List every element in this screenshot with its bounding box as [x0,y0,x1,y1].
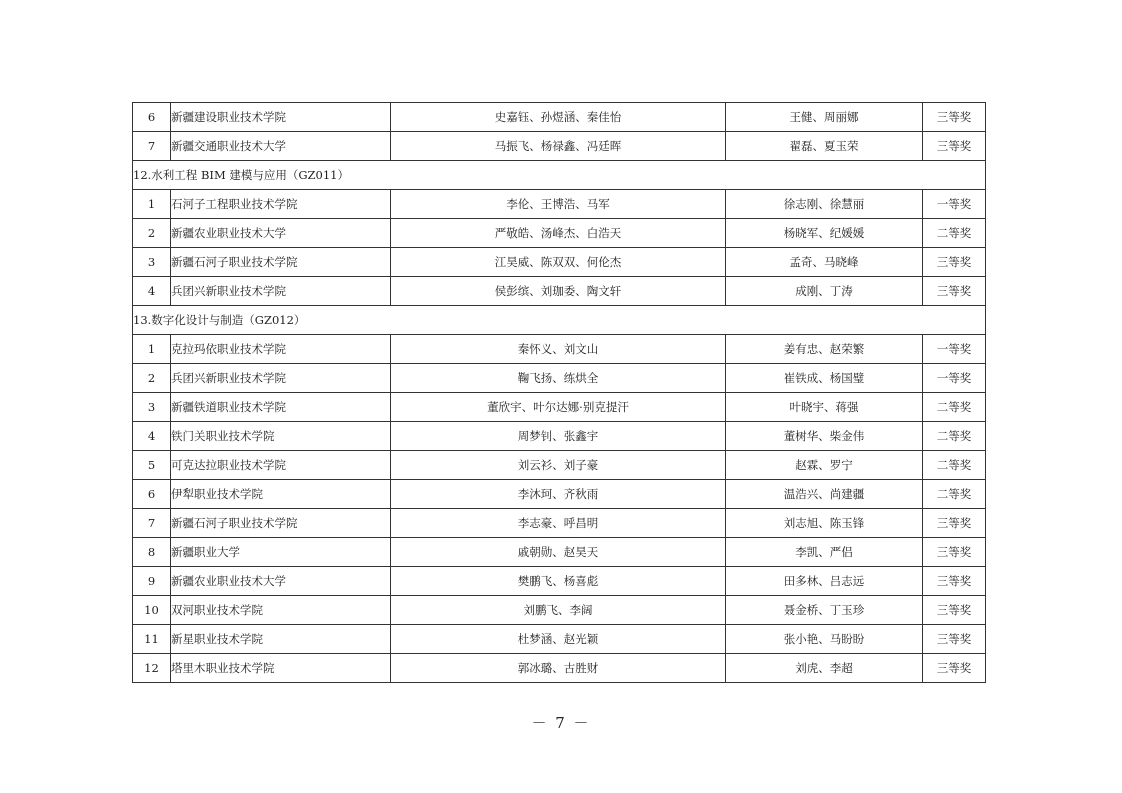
teacher-names: 翟磊、夏玉荣 [726,132,923,161]
section-title: 13.数字化设计与制造（GZ012） [133,306,986,335]
school-name: 新疆职业大学 [171,538,391,567]
student-names: 马振飞、杨禄鑫、冯廷晖 [391,132,726,161]
teacher-names: 赵霖、罗宁 [726,451,923,480]
award-level: 一等奖 [923,335,986,364]
school-name: 伊犁职业技术学院 [171,480,391,509]
school-name: 双河职业技术学院 [171,596,391,625]
row-index: 10 [133,596,171,625]
table-row [133,567,986,596]
table-row [133,596,986,625]
teacher-names: 孟奇、马晓峰 [726,248,923,277]
table-row [133,538,986,567]
table-row [133,364,986,393]
table-row [133,248,986,277]
table-row [133,654,986,683]
teacher-names: 刘虎、李超 [726,654,923,683]
school-name: 克拉玛依职业技术学院 [171,335,391,364]
section-header-row [133,161,986,190]
award-level: 三等奖 [923,277,986,306]
page-number: － 7 － [531,714,591,732]
teacher-names: 杨晓军、纪媛媛 [726,219,923,248]
school-name: 新疆交通职业技术大学 [171,132,391,161]
table-row [133,451,986,480]
teacher-names: 张小艳、马盼盼 [726,625,923,654]
student-names: 严敬皓、汤峰杰、白浩天 [391,219,726,248]
award-level: 三等奖 [923,596,986,625]
award-level: 三等奖 [923,538,986,567]
student-names: 樊鹏飞、杨喜彪 [391,567,726,596]
school-name: 新疆铁道职业技术学院 [171,393,391,422]
school-name: 新疆石河子职业技术学院 [171,509,391,538]
row-index: 3 [133,248,171,277]
award-level: 一等奖 [923,364,986,393]
school-name: 新疆农业职业技术大学 [171,219,391,248]
school-name: 石河子工程职业技术学院 [171,190,391,219]
row-index: 1 [133,190,171,219]
section-title: 12.水利工程 BIM 建模与应用（GZ011） [133,161,986,190]
award-level: 三等奖 [923,248,986,277]
row-index: 12 [133,654,171,683]
awards-table [132,102,986,683]
row-index: 3 [133,393,171,422]
school-name: 新疆石河子职业技术学院 [171,248,391,277]
school-name: 新星职业技术学院 [171,625,391,654]
student-names: 刘鹏飞、李阔 [391,596,726,625]
student-names: 周梦钊、张鑫宇 [391,422,726,451]
student-names: 史嘉钰、孙煜涵、秦佳怡 [391,103,726,132]
student-names: 杜梦涵、赵光颖 [391,625,726,654]
award-level: 三等奖 [923,567,986,596]
row-index: 1 [133,335,171,364]
table-row [133,219,986,248]
table-row [133,335,986,364]
awards-table-body [133,103,986,683]
award-level: 二等奖 [923,422,986,451]
school-name: 新疆建设职业技术学院 [171,103,391,132]
student-names: 江昊威、陈双双、何伦杰 [391,248,726,277]
table-row [133,509,986,538]
teacher-names: 李凯、严侣 [726,538,923,567]
row-index: 5 [133,451,171,480]
teacher-names: 聂金桥、丁玉珍 [726,596,923,625]
table-row [133,480,986,509]
award-level: 二等奖 [923,393,986,422]
award-level: 三等奖 [923,654,986,683]
teacher-names: 叶晓宇、蒋强 [726,393,923,422]
school-name: 兵团兴新职业技术学院 [171,277,391,306]
award-level: 二等奖 [923,451,986,480]
school-name: 塔里木职业技术学院 [171,654,391,683]
award-level: 一等奖 [923,190,986,219]
row-index: 4 [133,277,171,306]
teacher-names: 成刚、丁涛 [726,277,923,306]
student-names: 鞠飞扬、练烘全 [391,364,726,393]
teacher-names: 崔铁成、杨国璧 [726,364,923,393]
row-index: 6 [133,480,171,509]
student-names: 刘云衫、刘子豪 [391,451,726,480]
teacher-names: 姜有忠、赵荣繁 [726,335,923,364]
row-index: 4 [133,422,171,451]
student-names: 戚朝勋、赵昊天 [391,538,726,567]
section-header-row [133,306,986,335]
teacher-names: 徐志刚、徐慧丽 [726,190,923,219]
student-names: 李沐珂、齐秋雨 [391,480,726,509]
row-index: 9 [133,567,171,596]
table-row [133,393,986,422]
school-name: 兵团兴新职业技术学院 [171,364,391,393]
row-index: 8 [133,538,171,567]
table-row [133,277,986,306]
school-name: 铁门关职业技术学院 [171,422,391,451]
student-names: 董欣宇、叶尔达娜·别克提汗 [391,393,726,422]
student-names: 侯彭缤、刘珈委、陶文轩 [391,277,726,306]
teacher-names: 刘志旭、陈玉锋 [726,509,923,538]
award-level: 三等奖 [923,625,986,654]
student-names: 秦怀义、刘文山 [391,335,726,364]
award-level: 二等奖 [923,219,986,248]
row-index: 7 [133,132,171,161]
award-level: 三等奖 [923,132,986,161]
table-row [133,422,986,451]
row-index: 6 [133,103,171,132]
teacher-names: 王健、周丽娜 [726,103,923,132]
row-index: 11 [133,625,171,654]
student-names: 李志豪、呼昌明 [391,509,726,538]
teacher-names: 温浩兴、尚建疆 [726,480,923,509]
table-row [133,103,986,132]
student-names: 郭冰璐、古胜财 [391,654,726,683]
award-level: 三等奖 [923,509,986,538]
row-index: 2 [133,364,171,393]
teacher-names: 田多林、吕志远 [726,567,923,596]
school-name: 新疆农业职业技术大学 [171,567,391,596]
award-level: 二等奖 [923,480,986,509]
table-row [133,132,986,161]
table-row [133,190,986,219]
row-index: 7 [133,509,171,538]
student-names: 李伦、王博浩、马军 [391,190,726,219]
row-index: 2 [133,219,171,248]
table-row [133,625,986,654]
teacher-names: 董树华、柴金伟 [726,422,923,451]
school-name: 可克达拉职业技术学院 [171,451,391,480]
award-level: 三等奖 [923,103,986,132]
